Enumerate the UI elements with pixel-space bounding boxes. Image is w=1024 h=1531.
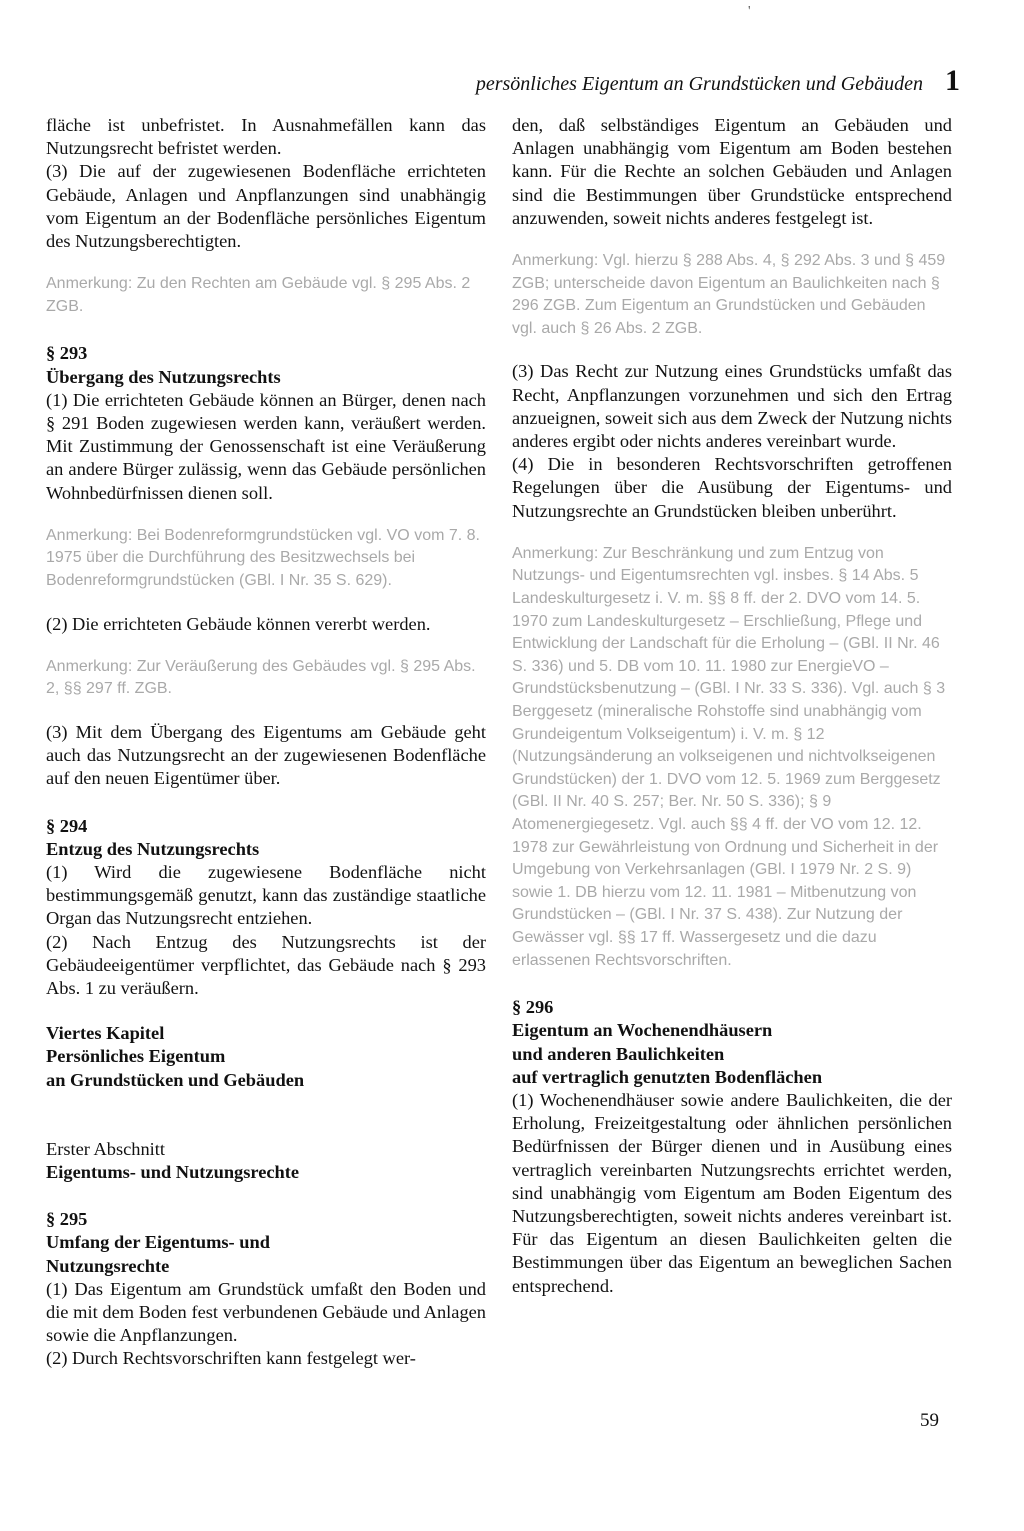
paragraph: (2) Nach Entzug des Nutzungsrechts ist der Gebäudeeigentümer verpflichtet, das Gebäude nach § 293 Abs. 1 zu veräußern. bbox=[46, 931, 486, 999]
paragraph: (1) Die errichteten Gebäude können an Bürger, denen nach § 291 Boden zugewiesen werden kann, veräußert werden. Mit Zustimmung der Genossenschaft ist eine Veräußerung an andere Bürger zulässig, wenn das Gebäude persönlichen Wohnbedürfnissen dienen soll. bbox=[46, 389, 486, 503]
section-title: Nutzungsrechte bbox=[46, 1255, 170, 1276]
section-title: Eigentum an Wochenendhäusern bbox=[512, 1020, 773, 1041]
running-header bbox=[380, 64, 960, 98]
annotation-note: Anmerkung: Bei Bodenreformgrundstücken vgl. VO vom 7. 8. 1975 über die Durchführung des Besitzwechsels bei Bodenreformgrundstücken (GBl. I Nr. 35 S. 629). bbox=[46, 526, 480, 590]
spacer bbox=[46, 1092, 486, 1138]
section-number: § 295 bbox=[46, 1209, 88, 1230]
paragraph: (2) Die errichteten Gebäude können vererbt werden. bbox=[46, 613, 431, 634]
right-column bbox=[512, 114, 952, 1298]
paragraph: (3) Die auf der zugewiesenen Bodenfläche errichteten Gebäude, Anlagen und Anpflanzungen sind unabhängig vom Eigentum an der Bodenfläche persönliches Eigentum des Nutzungsberechtigten. bbox=[46, 161, 486, 252]
subsection-title: Eigentums- und Nutzungsrechte bbox=[46, 1162, 300, 1183]
annotation-note: Anmerkung: Vgl. hierzu § 288 Abs. 4, § 292 Abs. 3 und § 459 ZGB; unterscheide davon Eigentum an Baulichkeiten nach § 296 ZGB. Zum Eigentum an Grundstücken und Gebäuden vgl. auch § 26 Abs. 2 ZGB. bbox=[512, 252, 946, 337]
annotation-note: Anmerkung: Zur Veräußerung des Gebäudes vgl. § 295 Abs. 2, §§ 297 ff. ZGB. bbox=[46, 657, 476, 698]
chapter-heading-line: Viertes Kapitel bbox=[46, 1023, 165, 1044]
annotation-note: Anmerkung: Zu den Rechten am Gebäude vgl. § 295 Abs. 2 ZGB. bbox=[46, 275, 471, 315]
section-number: § 296 bbox=[512, 997, 554, 1018]
chapter-heading-line: Persönliches Eigentum bbox=[46, 1046, 226, 1067]
page-number: 59 bbox=[920, 1410, 939, 1431]
subsection-label: Erster Abschnitt bbox=[46, 1138, 166, 1159]
paragraph: (1) Wochenendhäuser sowie andere Baulichkeiten, die der Erholung, Freizeitgestaltung oder ähnlichen persönlichen Bedürfnissen der Bürger dienen und in Ausübung eines vertraglich vereinbarten Nutzungsrechts errichtet werden, sind unabhängig vom Eigentum am Boden Eigentum des Nutzungsberechtigten, soweit nichts anderes vereinbart ist. Für das Eigentum an diesen Baulichkeiten gelten die Bestimmungen über das Eigentum an beweglichen Sachen entsprechend. bbox=[512, 1089, 952, 1296]
paragraph: den, daß selbständiges Eigentum an Gebäuden und Anlagen unabhängig vom Eigentum am Boden bestehen kann. Für die Rechte an solchen Gebäuden und Anlagen sind die Bestimmungen über Grundstücke entsprechend anzuwenden, soweit nichts anderes festgelegt ist. bbox=[512, 115, 952, 228]
paragraph: (1) Das Eigentum am Grundstück umfaßt den Boden und die mit dem Boden fest verbundenen Gebäude und Anlagen sowie die Anpflanzungen. bbox=[46, 1278, 486, 1346]
paragraph: (3) Mit dem Übergang des Eigentums am Gebäude geht auch das Nutzungsrecht an der zugewiesenen Bodenfläche auf den neuen Eigentümer über. bbox=[46, 722, 486, 789]
chapter-heading-line: an Grundstücken und Gebäuden bbox=[46, 1069, 305, 1090]
paragraph: (3) Das Recht zur Nutzung eines Grundstücks umfaßt das Recht, Anpflanzungen vorzunehmen und sich den Ertrag anzueignen, soweit sich aus dem Zweck der Nutzung nichts anderes ergibt oder nichts anderes vereinbart wurde. bbox=[512, 361, 952, 451]
running-title: persönliches Eigentum an Grundstücken und Gebäuden bbox=[475, 73, 923, 95]
paragraph: (2) Durch Rechtsvorschriften kann festgelegt wer- bbox=[46, 1348, 416, 1369]
section-title: auf vertraglich genutzten Bodenflächen bbox=[512, 1066, 823, 1087]
stray-mark: ' bbox=[748, 4, 751, 19]
chapter-number: 1 bbox=[945, 64, 960, 97]
section-title: Entzug des Nutzungsrechts bbox=[46, 838, 260, 859]
paragraph: (4) Die in besonderen Rechtsvorschriften getroffenen Regelungen über die Ausübung der Eigentums- und Nutzungsrechte an Grundstücken bleiben unberührt. bbox=[512, 454, 952, 521]
annotation-note: Anmerkung: Zur Beschränkung und zum Entzug von Nutzungs- und Eigentumsrechten vgl. insbes. § 14 Abs. 5 Landeskulturgesetz i. V. m. §§ 8 ff. der 2. DVO vom 14. 5. 1970 zum Landeskulturgesetz – Erschließung, Pflege und Entwicklung der Landschaft für die Erholung – (GBl. II Nr. 46 S. 336) und 5. DB vom 10. 11. 1980 zur EnergieVO – Grundstücksbenutzung – (GBl. I Nr. 33 S. 336). Vgl. auch § 3 Berggesetz (mineralische Rohstoffe sind unabhängig vom Grundeigentum Volkseigentum) i. V. m. § 12 (Nutzungsänderung an volkseigenen und nichtvolkseigenen Grundstücken) der 1. DVO vom 12. 5. 1969 zum Berggesetz (GBl. II Nr. 40 S. 257; Ber. Nr. 50 S. 336); § 9 Atomenergiegesetz. Vgl. auch §§ 4 ff. der VO vom 12. 12. 1978 zur Gewährleistung von Ordnung und Sicherheit in der Umgebung von Verkehrsanlagen (GBl. I 1979 Nr. 2 S. 9) sowie 1. DB hierzu vom 12. 11. 1981 – Mitbenutzung von Grundstücken – (GBl. I Nr. 37 S. 438). Zur Nutzung der Gewässer vgl. §§ 17 ff. Wassergesetz und die dazu erlassenen Rechtsvorschriften. bbox=[512, 544, 946, 969]
paragraph: (1) Wird die zugewiesene Bodenfläche nicht bestimmungsgemäß genutzt, kann das zuständige staatliche Organ das Nutzungsrecht entziehen. bbox=[46, 862, 486, 929]
section-title: Übergang des Nutzungsrechts bbox=[46, 366, 281, 387]
section-title: und anderen Baulichkeiten bbox=[512, 1043, 725, 1064]
section-title: Umfang der Eigentums- und bbox=[46, 1232, 270, 1253]
left-column bbox=[46, 114, 486, 1371]
paragraph: fläche ist unbefristet. In Ausnahmefällen kann das Nutzungsrecht befristet werden. bbox=[46, 115, 486, 159]
section-number: § 294 bbox=[46, 815, 88, 836]
section-number: § 293 bbox=[46, 343, 88, 364]
